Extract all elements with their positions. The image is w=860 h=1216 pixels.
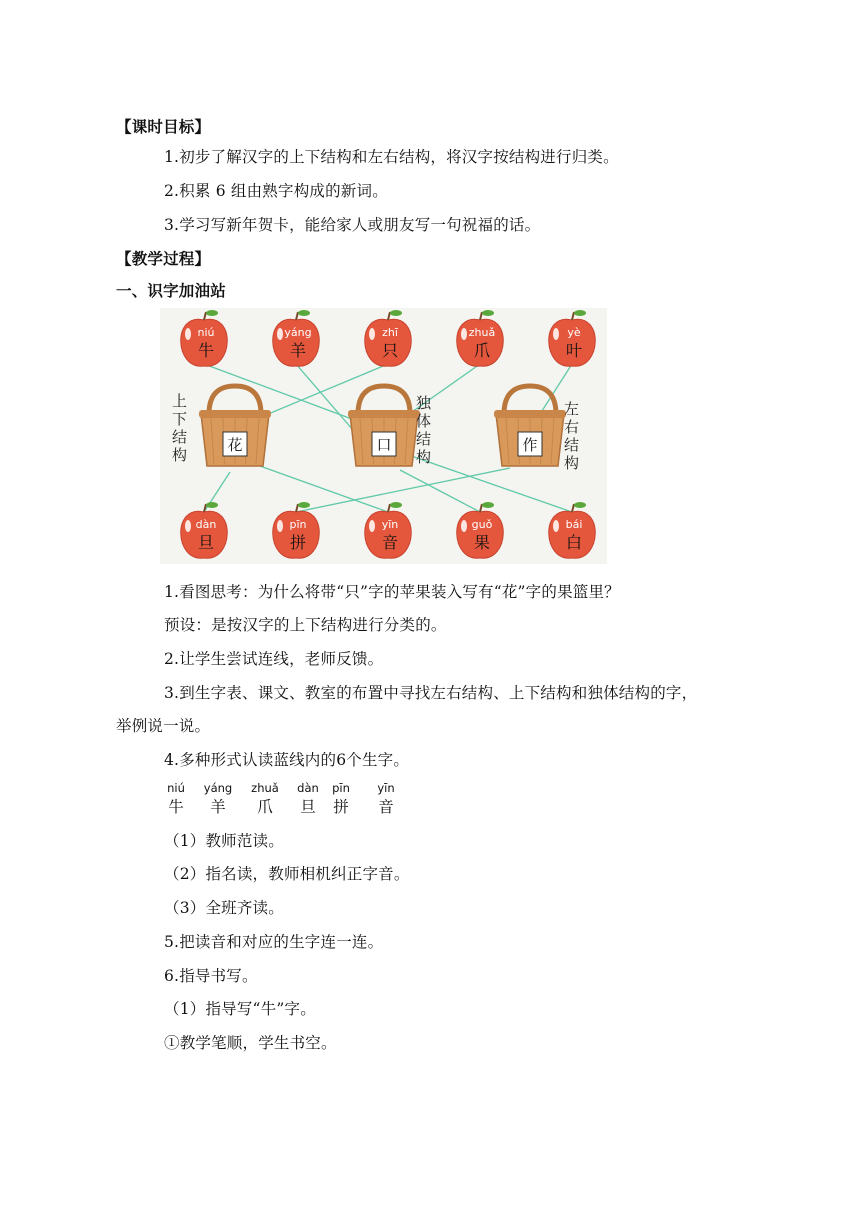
objectives-heading: 【课时目标】 (116, 118, 211, 136)
apple-pinyin: yè (567, 326, 581, 339)
apple-char: 牛 (197, 341, 215, 360)
step-4: 4.多种形式认读蓝线内的6个生字。 (164, 751, 410, 769)
apple-pinyin: yīn (381, 518, 399, 531)
process-heading: 【教学过程】 (116, 250, 211, 268)
step-6: 6.指导书写。 (164, 967, 258, 985)
basket-label-top-bottom: 上下结构 (172, 392, 188, 464)
step-1: 1.看图思考：为什么将带“只”字的苹果装入写有“花”字的果篮里？ (164, 583, 620, 601)
apple-char: 爪 (473, 341, 491, 360)
connector-line (260, 466, 388, 512)
apple-pinyin: pīn (289, 518, 307, 531)
apple-card (549, 502, 596, 558)
apple-pinyin: bái (565, 518, 583, 531)
section-1-heading: 一、识字加油站 (116, 282, 226, 300)
objective-1: 1.初步了解汉字的上下结构和左右结构，将汉字按结构进行归类。 (164, 148, 619, 166)
step-1-answer: 预设：是按汉字的上下结构进行分类的。 (164, 616, 447, 634)
step-3: 3.到生字表、课文、教室的布置中寻找左右结构、上下结构和独体结构的字， (164, 684, 698, 702)
apple-char: 羊 (289, 341, 307, 360)
apple-char: 果 (473, 533, 491, 552)
basket-char: 花 (227, 436, 243, 454)
structure-sorting-illustration (160, 308, 607, 564)
step-2: 2.让学生尝试连线，老师反馈。 (164, 650, 384, 668)
apple-char: 音 (381, 533, 399, 552)
apple-pinyin: guǒ (471, 518, 493, 531)
apple-card (549, 310, 596, 366)
apple-char: 旦 (197, 533, 215, 552)
substep-3: （3）全班齐读。 (164, 899, 284, 917)
apple-char: 白 (565, 533, 583, 552)
apple-pinyin: dàn (195, 518, 217, 531)
fruit-basket (348, 386, 420, 466)
apple-pinyin: zhuǎ (468, 326, 496, 339)
basket-char: 作 (522, 436, 538, 454)
pinyin-cell: zhuǎ 爪 (251, 781, 279, 816)
apple-card (457, 310, 504, 366)
apple-card (181, 502, 228, 558)
step-3-cont: 举例说一说。 (116, 717, 211, 735)
apple-char: 只 (381, 341, 399, 360)
apple-pinyin: yáng (284, 326, 312, 339)
apple-card (365, 502, 412, 558)
substep-1: （1）教师范读。 (164, 832, 284, 850)
substep-2: （2）指名读，教师相机纠正字音。 (164, 865, 410, 883)
fruit-basket (494, 386, 566, 466)
basket-char: 口 (376, 436, 392, 454)
apple-card (273, 502, 320, 558)
pinyin-cell: dàn 旦 (297, 781, 319, 816)
apple-char: 拼 (289, 533, 307, 552)
objective-3: 3.学习写新年贺卡，能给家人或朋友写一句祝福的话。 (164, 216, 541, 234)
apple-card (273, 310, 320, 366)
basket-label-single: 独体结构 (416, 394, 432, 466)
fruit-basket (199, 386, 271, 466)
pinyin-cell: yīn 音 (377, 781, 395, 816)
step-6-sub-1a: ①教学笔顺，学生书空。 (164, 1034, 337, 1052)
illustration-svg (160, 308, 607, 564)
pinyin-cell: niú 牛 (167, 781, 185, 816)
step-5: 5.把读音和对应的生字连一连。 (164, 933, 384, 951)
apple-card (365, 310, 412, 366)
apple-card (181, 310, 228, 366)
basket-label-left-right: 左右结构 (564, 400, 580, 472)
apple-card (457, 502, 504, 558)
apple-pinyin: zhī (382, 326, 398, 339)
step-6-sub-1: （1）指导写“牛”字。 (164, 1000, 316, 1018)
apple-char: 叶 (565, 341, 583, 360)
pinyin-cell: pīn 拼 (332, 781, 350, 816)
objective-2: 2.积累 6 组由熟字构成的新词。 (164, 182, 388, 200)
apple-pinyin: niú (197, 326, 215, 339)
pinyin-cell: yáng 羊 (203, 781, 233, 816)
